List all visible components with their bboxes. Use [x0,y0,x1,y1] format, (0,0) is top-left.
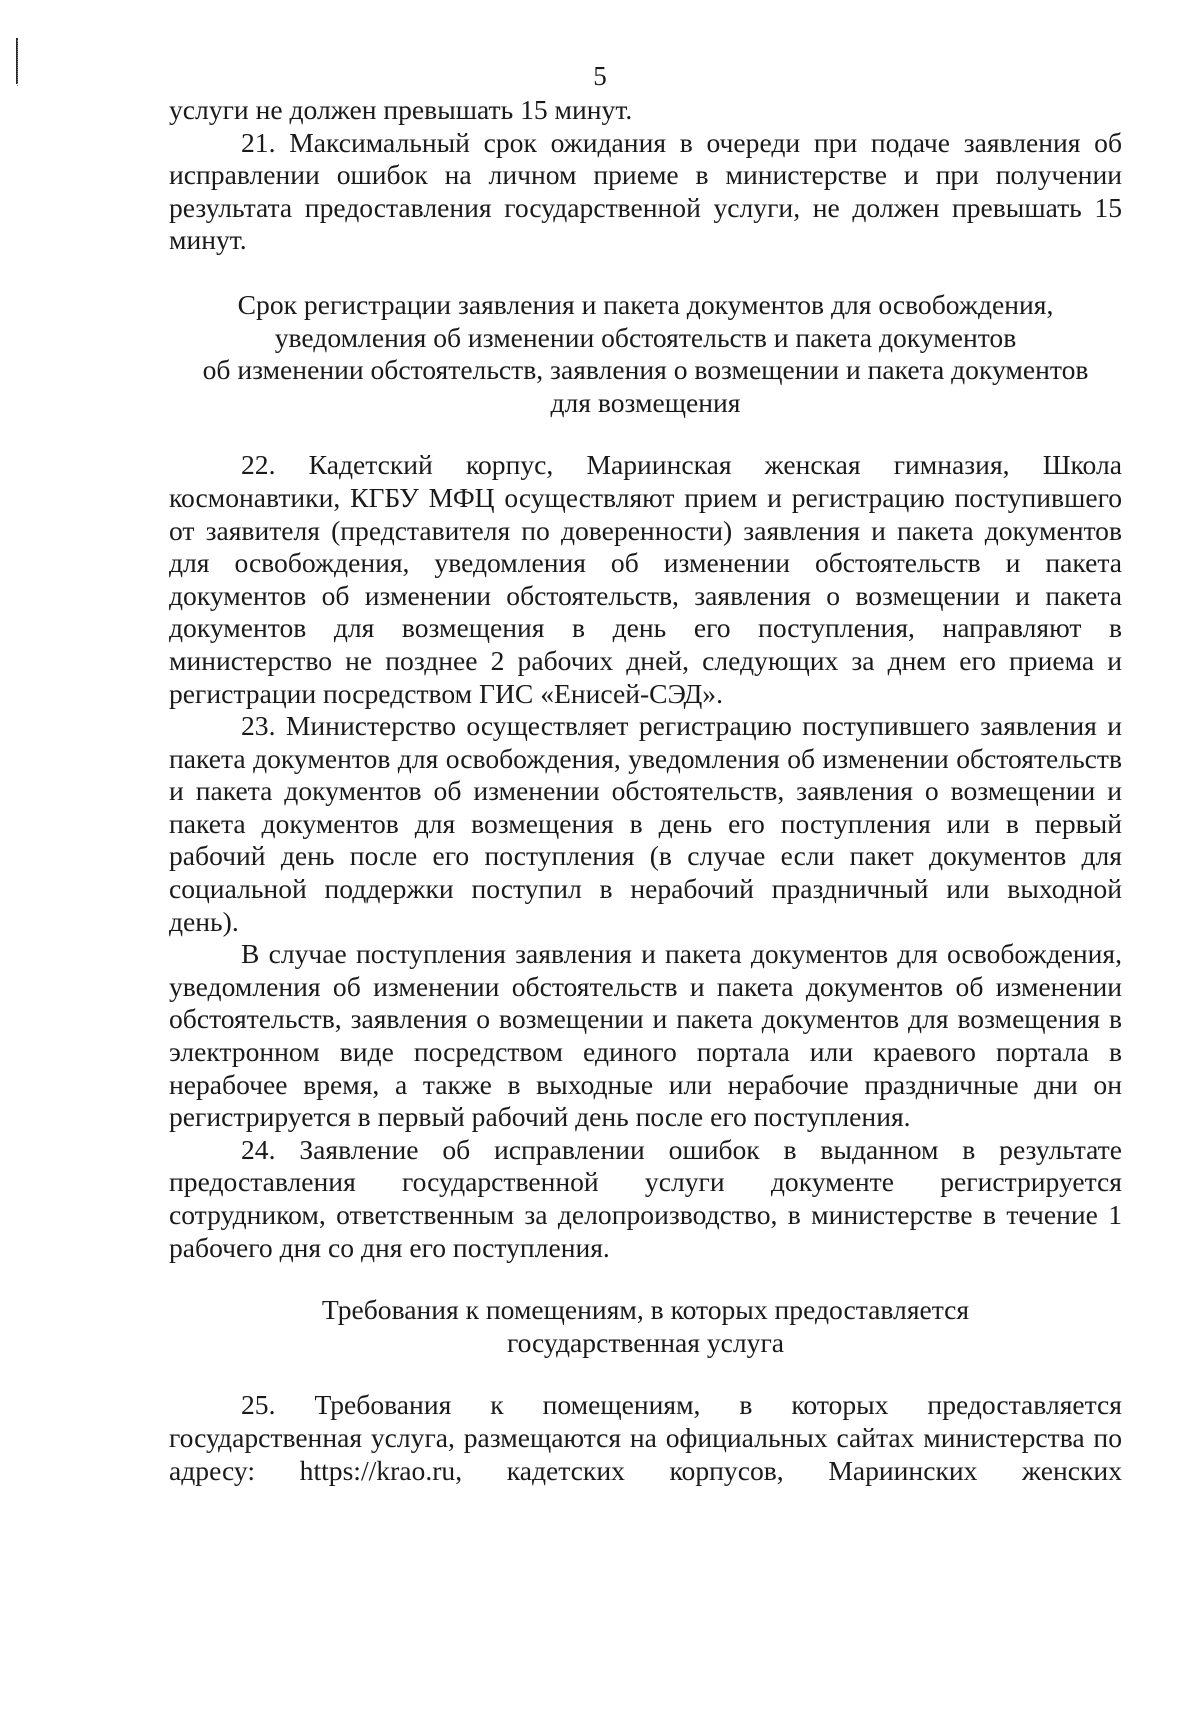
paragraph-25: 25. Требования к помещениям, в которых предоставляется государственная услуга, размещаются на официальных сайтах министерства по адресу: https://krao.ru, кадетских корпусов, Мариинских женских [169,1389,1122,1486]
heading-line: об изменении обстоятельств, заявления о возмещении и пакета документов [202,354,1089,386]
spacer [169,1264,1122,1294]
paragraph-22: 22. Кадетский корпус, Мариинская женская гимназия, Школа космонавтики, КГБУ МФЦ осуществляют прием и регистрацию поступившего от заявителя (представителя по доверенности) заявления и пакета документов для освобождения, уведомления об изменении обстоятельств и пакета документов об изменении обстоятельств, заявления о возмещении и пакета документов для возмещения в день его поступления, направляют в министерство не позднее 2 рабочих дней, следующих за днем его приема и регистрации посредством ГИС «Енисей-СЭД». [169,449,1122,709]
spacer [169,419,1122,449]
paragraph-23: 23. Министерство осуществляет регистрацию поступившего заявления и пакета документов для освобождения, уведомления об изменении обстоятельств и пакета документов об изменении обстоятельств, заявления о возмещении и пакета документов для возмещения в день его поступления или в первый рабочий день после его поступления (в случае если пакет документов для социальной поддержки поступил в нерабочий праздничный или выходной день). [169,710,1122,937]
section-heading-premises [169,1294,1122,1359]
heading-line: государственная услуга [506,1326,785,1358]
heading-line: уведомления об изменении обстоятельств и пакета документов [274,321,1017,353]
page-number: 5 [593,61,607,91]
spacer [169,1359,1122,1389]
paragraph-21: 21. Максимальный срок ожидания в очереди при подаче заявления об исправлении ошибок на личном приеме в министерстве и при получении результата предоставления государственной услуги, не должен превышать 15 минут. [169,126,1122,256]
heading-line: Требования к помещениям, в которых предоставляется [321,1294,970,1326]
paragraph-24: 24. Заявление об исправлении ошибок в выданном в результате предоставления государственной услуги документе регистрируется сотрудником, ответственным за делопроизводство, в министерстве в течение 1 рабочего дня со дня его поступления. [169,1133,1122,1263]
paragraph-23-electronic: В случае поступления заявления и пакета документов для освобождения, уведомления об изменении обстоятельств и пакета документов об изменении обстоятельств, заявления о возмещении и пакета документов для возмещения в электронном виде посредством единого портала или краевого портала в нерабочее время, а также в выходные или нерабочие праздничные дни он регистрируется в первый рабочий день после его поступления. [169,938,1122,1133]
heading-line: Срок регистрации заявления и пакета документов для освобождения, [237,288,1054,320]
document-body [169,94,1122,1487]
section-heading-registration [169,289,1122,419]
spacer [169,257,1122,289]
heading-line: для возмещения [550,386,741,418]
paragraph-continuation: услуги не должен превышать 15 минут. [169,94,633,125]
